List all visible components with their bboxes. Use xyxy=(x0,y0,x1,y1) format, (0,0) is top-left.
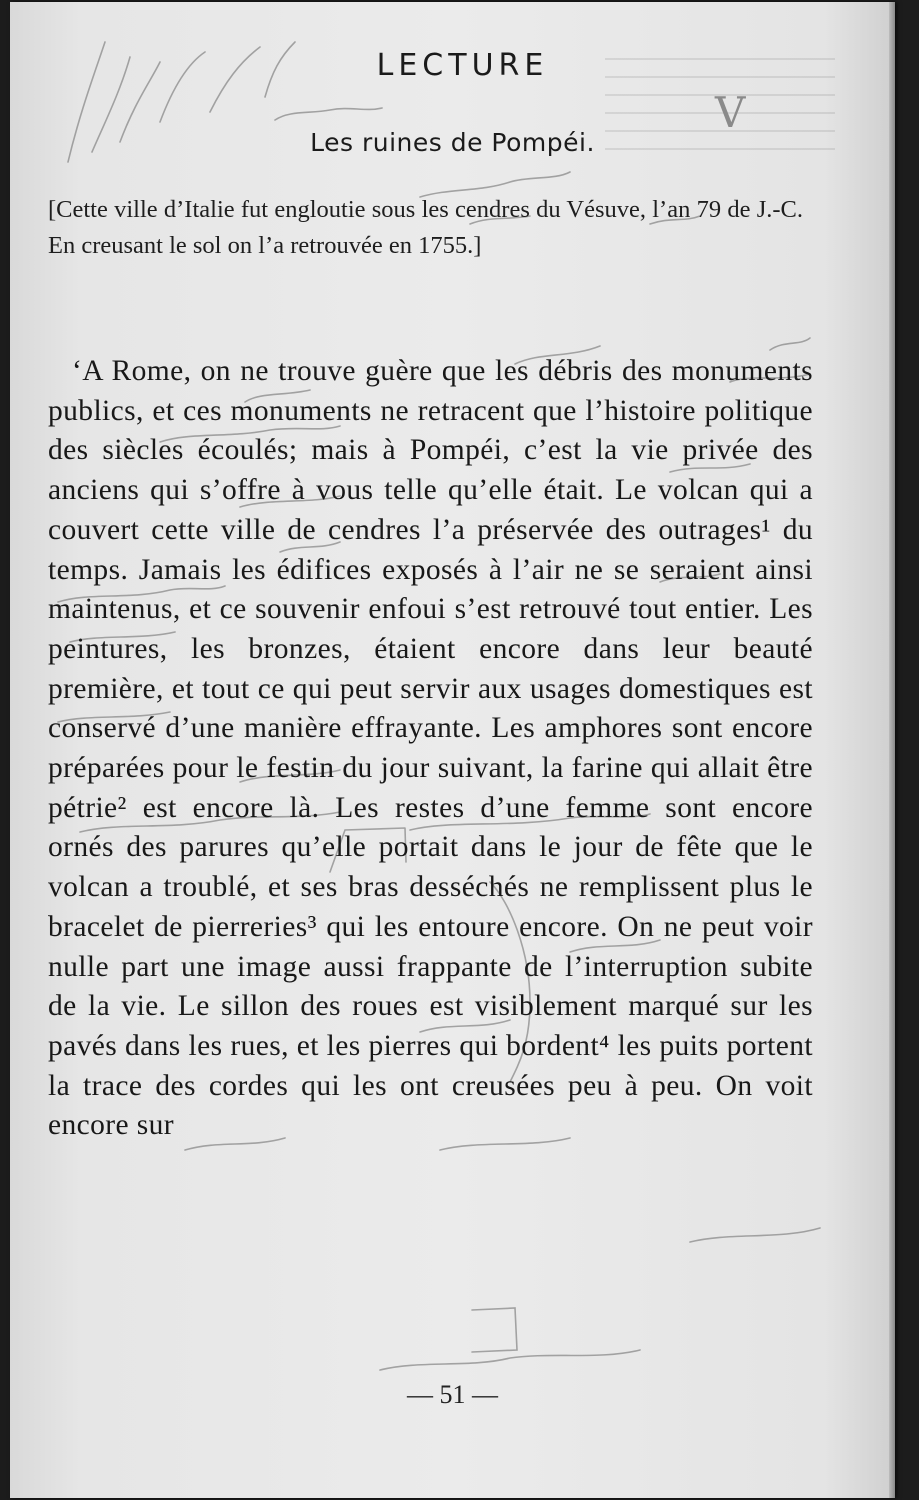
lesson-number: V xyxy=(715,88,746,137)
page-edge xyxy=(889,2,895,1498)
body-paragraph: ‘A Rome, on ne trouve guère que les débris des monuments publics, et ces monuments ne retracent que l’histoire politique des siècles écoulés; mais à Pompéi, c’est la vie privée des anciens qui s’offre à vous telle qu’elle était. Le volcan qui a couvert cette ville de cendres l’a préservée des outrages¹ du temps. Jamais les édifices exposés à l’air ne se seraient ainsi maintenus, et ce souvenir enfoui s’est retrouvé tout entier. Les peintures, les bronzes, étaient encore dans leur beauté première, et tout ce qui peut servir aux usages domestiques est conservé d’une manière effrayante. Les amphores sont encore préparées pour le festin du jour suivant, la farine qui allait être pétrie² est encore là. Les restes d’une femme sont encore ornés des parures qu’elle portait dans le jour de fête que le volcan a troublé, et ses bras desséchés ne remplissent plus le bracelet de pierreries³ qui les entoure encore. On ne peut voir nulle part une image aussi frappante de l’interruption subite de la vie. Le sillon des roues est visiblement marqué sur les pavés dans les rues, et les pierres qui bordent⁴ les puits portent la trace des cordes qui les ont creusées peu à peu. On voit encore sur xyxy=(48,355,813,1142)
page-number: — 51 — xyxy=(407,1380,498,1409)
bottom-scribble xyxy=(380,1350,640,1370)
book-page xyxy=(10,2,895,1498)
interline-scribble-6 xyxy=(185,1138,820,1242)
intro-note: [Cette ville d’Italie fut engloutie sous les cendres du Vésuve, l’an 79 de J.-C. En creusant le sol on l’a retrouvée en 1755.] xyxy=(48,196,803,259)
above-ruines-scribble xyxy=(275,108,382,120)
page-title: LECTURE xyxy=(376,48,549,83)
article-title: Les ruines de Pompéi. xyxy=(310,128,595,157)
bracket-bottom xyxy=(472,1308,517,1352)
main-text xyxy=(48,352,813,1146)
